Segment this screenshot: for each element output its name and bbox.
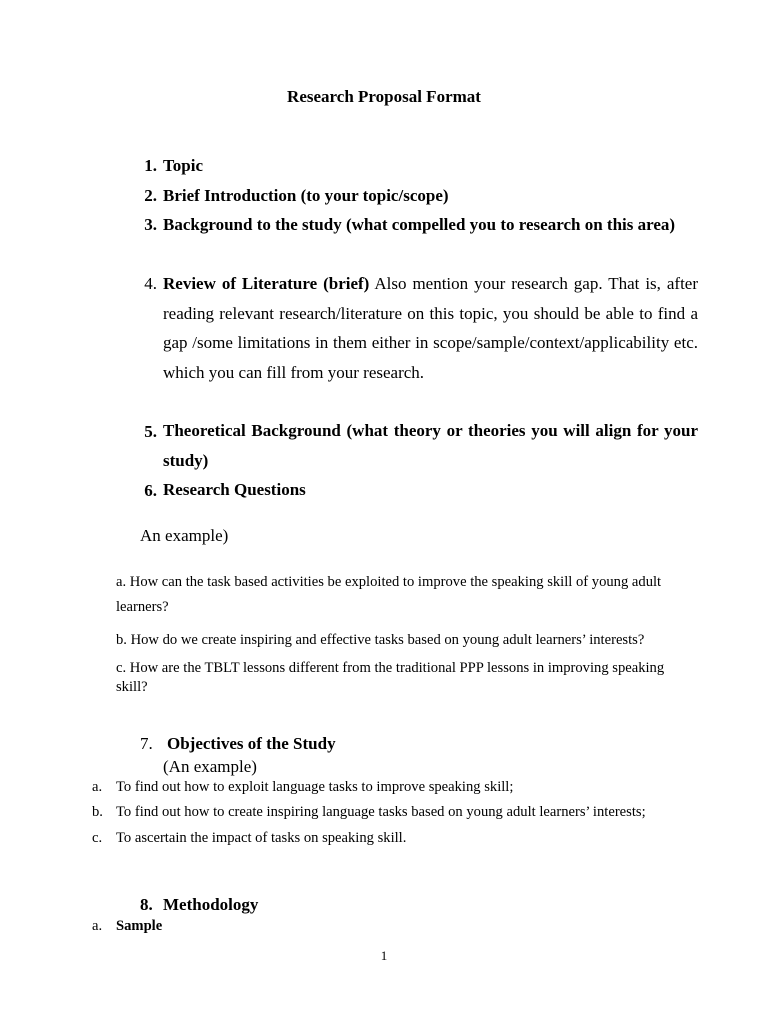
list-item-heading: Review of Literature (brief) <box>163 274 370 293</box>
list-item-heading: Background to the study (what compelled you to research on this area) <box>163 215 676 234</box>
research-question: c. How are the TBLT lessons different from the traditional PPP lessons in improving speaking skill? <box>116 660 665 695</box>
objective-item: To find out how to create inspiring language tasks based on young adult learners’ interests; <box>116 804 646 820</box>
objectives-heading: Objectives of the Study <box>167 734 336 753</box>
list-item-brief-introduction <box>163 181 698 211</box>
list-item-theoretical-background <box>163 416 698 475</box>
list-item-background <box>163 210 698 240</box>
list-item-text: Also mention your research gap. That is, after reading relevant research/literature on this topic, you should be able to find a gap /some limitations in them either in scope/sample/context/applicability etc. which you can fill from your research. <box>163 274 699 382</box>
list-item-heading: Theoretical Background (what theory or theories you will align for your study) <box>163 421 698 470</box>
list-number: 5. <box>144 422 157 441</box>
methodology-heading: Methodology <box>163 895 259 914</box>
list-item-topic <box>163 151 698 181</box>
list-number: 1. <box>144 156 157 175</box>
methodology-sub-letter: a. <box>92 918 103 934</box>
document-title: Research Proposal Format <box>287 87 481 106</box>
list-number: 6. <box>144 481 157 500</box>
list-item-review-of-literature <box>163 269 698 387</box>
list-number: 3. <box>144 215 157 234</box>
list-item-heading: Topic <box>163 156 204 175</box>
section-number: 7. <box>140 734 153 753</box>
objective-item: To find out how to exploit language tasks to improve speaking skill; <box>116 779 514 795</box>
page-number: 1 <box>380 948 388 963</box>
example-label: An example) <box>140 526 229 545</box>
objective-letter: b. <box>92 804 103 820</box>
list-item-heading: Research Questions <box>163 480 306 499</box>
methodology-sub-heading: Sample <box>116 918 163 934</box>
list-item-heading: Brief Introduction (to your topic/scope) <box>163 186 449 205</box>
list-number: 2. <box>144 186 157 205</box>
objectives-example-label: (An example) <box>163 757 257 776</box>
list-number: 4. <box>144 274 157 293</box>
objective-letter: a. <box>92 779 103 795</box>
objective-item: To ascertain the impact of tasks on speaking skill. <box>116 830 407 846</box>
objective-letter: c. <box>92 830 103 846</box>
section-number: 8. <box>140 895 153 914</box>
research-question: a. How can the task based activities be exploited to improve the speaking skill of young adult learners? <box>116 574 662 615</box>
research-question: b. How do we create inspiring and effective tasks based on young adult learners’ interests? <box>116 632 645 648</box>
list-item-research-questions <box>163 475 698 505</box>
